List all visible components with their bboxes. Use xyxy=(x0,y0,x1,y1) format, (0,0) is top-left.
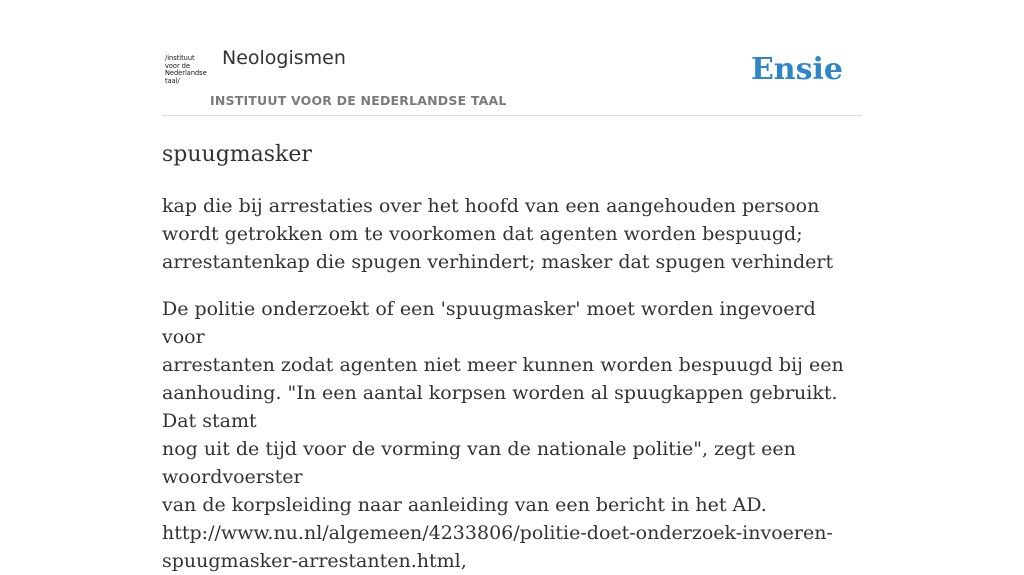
institute-logo[interactable]: /instituut voor de Nederlandse taal/ xyxy=(165,54,207,85)
site-subtitle: INSTITUUT VOOR DE NEDERLANDSE TAAL xyxy=(210,93,507,108)
example-line: nog uit de tijd voor de vorming van de nationale politie", zegt een woordvoerster xyxy=(162,438,796,488)
entry-definition: kap die bij arrestaties over het hoofd van een aangehouden persoon wordt getrokken om te voorkomen dat agenten worden bespuugd; arrestantenkap die spugen verhindert; masker dat spugen verhindert xyxy=(162,195,834,273)
example-line: arrestanten zodat agenten niet meer kunnen worden bespuugd bij een xyxy=(162,354,844,376)
example-line: http://www.nu.nl/algemeen/4233806/politie-doet-onderzoek-invoeren- xyxy=(162,522,833,544)
entry-example xyxy=(162,295,862,575)
example-line: aanhouding. "In een aantal korpsen worden al spuugkappen gebruikt. Dat stamt xyxy=(162,382,838,432)
header-divider xyxy=(162,115,862,116)
example-line: spuugmasker-arrestanten.html, xyxy=(162,550,467,572)
example-line: De politie onderzoekt of een 'spuugmasker' moet worden ingevoerd voor xyxy=(162,298,816,348)
example-line: van de korpsleiding naar aanleiding van een bericht in het AD. xyxy=(162,494,767,516)
page xyxy=(162,0,862,572)
entry-term: spuugmasker xyxy=(162,142,312,167)
brand-logo[interactable]: Ensie xyxy=(750,52,843,87)
site-name[interactable]: Neologismen xyxy=(222,47,346,69)
